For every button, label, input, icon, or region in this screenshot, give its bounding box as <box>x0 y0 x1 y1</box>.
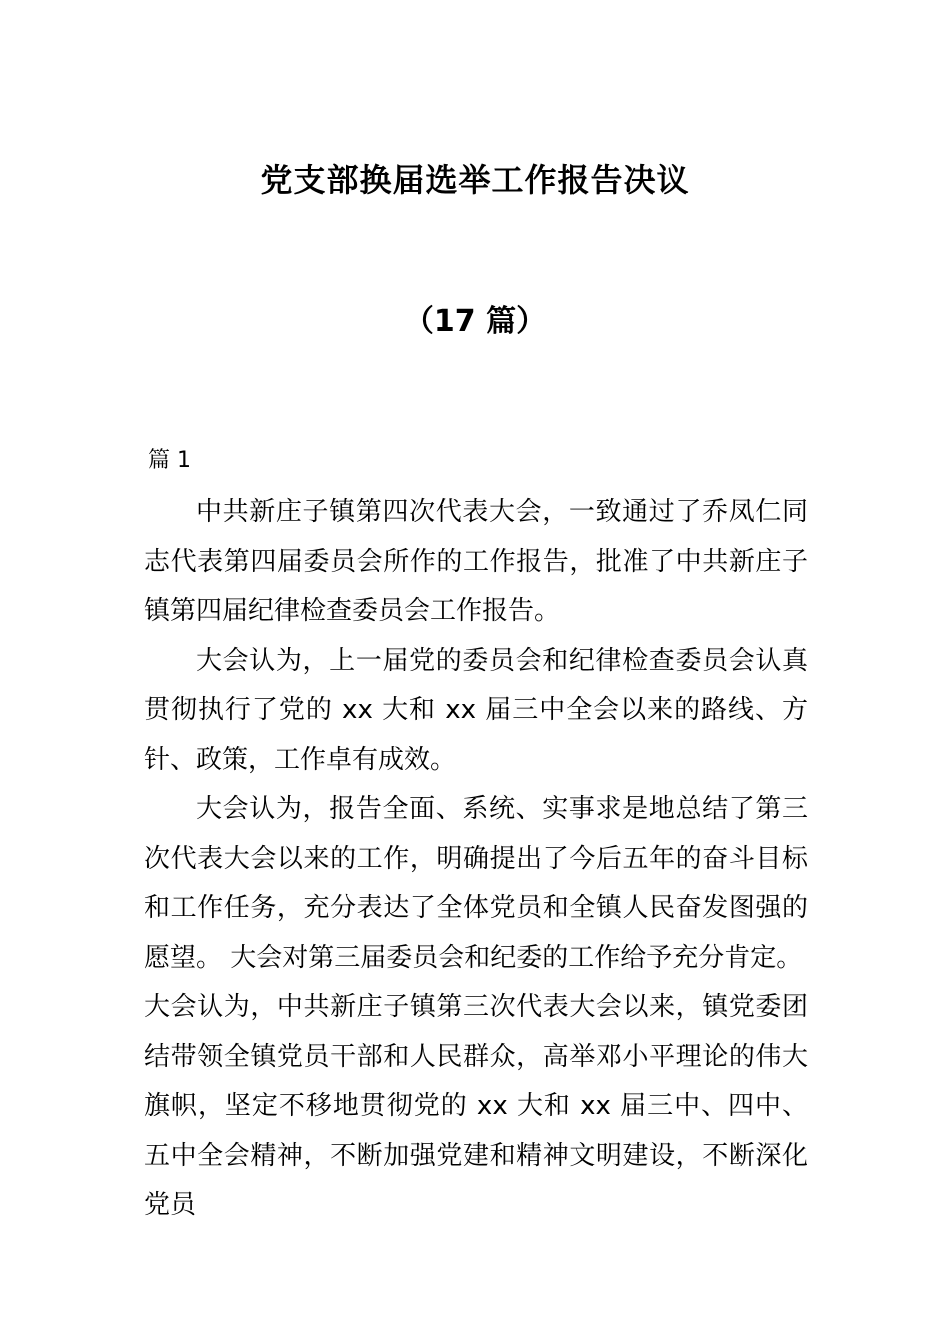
paragraph-4: 大会认为，中共新庄子镇第三次代表大会以来，镇党委团结带领全镇党员干部和人民群众，高举邓小平理论的伟大旗帜，坚定不移地贯彻党的 xx 大和 xx 届三中、四中、五中全会精神，不断加强党建和精神文明建设，不断深化党员 <box>144 992 808 1220</box>
paragraph-1: 中共新庄子镇第四次代表大会，一致通过了乔凤仁同志代表第四届委员会所作的工作报告，批准了中共新庄子镇第四届纪律检查委员会工作报告。 <box>144 497 808 626</box>
paragraph-3: 大会认为，报告全面、系统、实事求是地总结了第三次代表大会以来的工作，明确提出了今后五年的奋斗目标和工作任务，充分表达了全体党员和全镇人民奋发图强的愿望。 大会对第三届委员会和纪委的工作给予充分肯定。 <box>144 794 808 973</box>
document-title: 党支部换届选举工作报告决议 <box>260 161 690 199</box>
paragraph-2: 大会认为，上一届党的委员会和纪律检查委员会认真贯彻执行了党的 xx 大和 xx 届三中全会以来的路线、方针、政策，工作卓有成效。 <box>144 645 808 775</box>
section-label: 篇 1 <box>148 448 191 473</box>
document-subtitle: （17 篇） <box>403 304 547 339</box>
document-body <box>144 488 808 1231</box>
